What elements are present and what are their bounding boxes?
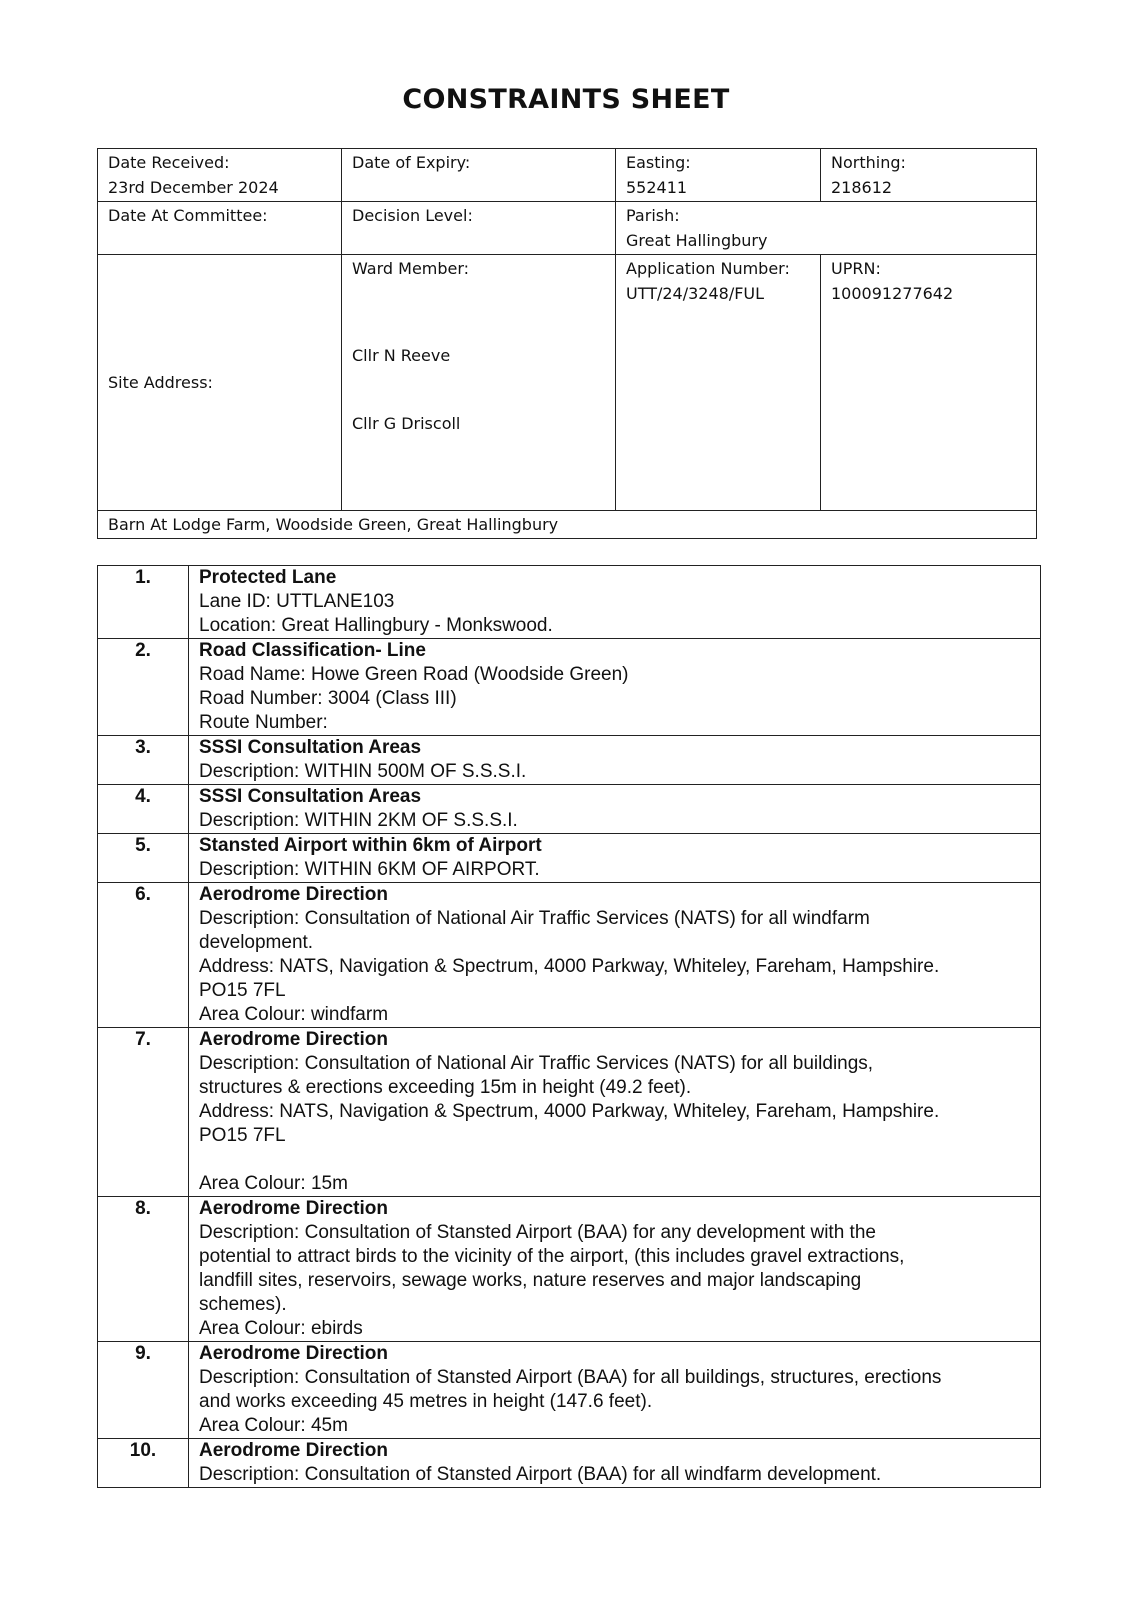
constraint-title: Aerodrome Direction — [199, 1029, 388, 1050]
constraint-line: PO15 7FL — [199, 980, 286, 1001]
constraint-details — [189, 1439, 1041, 1488]
constraint-line: Location: Great Hallingbury - Monkswood. — [199, 615, 553, 636]
decision-level-label: Decision Level: — [352, 206, 473, 225]
ward-spacer-2 — [352, 368, 605, 411]
ward-member-2: Cllr G Driscoll — [352, 414, 461, 433]
constraint-title: Aerodrome Direction — [199, 1198, 388, 1219]
constraint-line: Description: WITHIN 2KM OF S.S.S.I. — [199, 810, 518, 831]
constraint-title: Aerodrome Direction — [199, 1343, 388, 1364]
date-received-value: 23rd December 2024 — [108, 178, 279, 197]
header-row-1 — [98, 149, 1037, 202]
constraint-line: Route Number: — [199, 712, 328, 733]
constraint-row — [98, 883, 1041, 1028]
constraint-row — [98, 1342, 1041, 1439]
application-number-cell — [616, 255, 821, 511]
constraint-line: schemes). — [199, 1294, 287, 1315]
constraint-row — [98, 1439, 1041, 1488]
constraint-line: and works exceeding 45 metres in height (147.6 feet). — [199, 1391, 653, 1412]
date-of-expiry-cell — [342, 149, 616, 202]
constraint-number: 6. — [98, 883, 189, 1028]
constraint-line: Description: Consultation of Stansted Airport (BAA) for all buildings, structures, erections — [199, 1367, 942, 1388]
site-address-label-cell — [98, 255, 342, 511]
constraint-details — [189, 883, 1041, 1028]
constraint-number: 7. — [98, 1028, 189, 1197]
constraint-line: Area Colour: ebirds — [199, 1318, 363, 1339]
constraint-line: structures & erections exceeding 15m in height (49.2 feet). — [199, 1077, 692, 1098]
constraints-body — [98, 566, 1041, 1488]
constraint-title: Protected Lane — [199, 567, 337, 588]
constraint-title: Aerodrome Direction — [199, 1440, 388, 1461]
constraint-line: Address: NATS, Navigation & Spectrum, 4000 Parkway, Whiteley, Fareham, Hampshire. — [199, 956, 940, 977]
constraint-line: Description: Consultation of National Air Traffic Services (NATS) for all windfarm — [199, 908, 870, 929]
constraints-table — [97, 565, 1041, 1488]
date-received-label: Date Received: — [108, 153, 230, 172]
constraint-number: 3. — [98, 736, 189, 785]
parish-cell — [616, 202, 1037, 255]
constraint-details — [189, 1028, 1041, 1197]
constraint-row — [98, 639, 1041, 736]
constraint-line: landfill sites, reservoirs, sewage works, nature reserves and major landscaping — [199, 1270, 862, 1291]
ward-member-cell — [342, 255, 616, 511]
constraint-title: Stansted Airport within 6km of Airport — [199, 835, 542, 856]
constraint-line: potential to attract birds to the vicinity of the airport, (this includes gravel extractions, — [199, 1246, 905, 1267]
constraint-row — [98, 736, 1041, 785]
constraint-line: Lane ID: UTTLANE103 — [199, 591, 395, 612]
constraint-line: Description: Consultation of Stansted Airport (BAA) for any development with the — [199, 1222, 876, 1243]
constraint-details — [189, 1342, 1041, 1439]
constraint-title: Road Classification- Line — [199, 640, 426, 661]
constraint-line: Area Colour: 15m — [199, 1173, 348, 1194]
parish-value: Great Hallingbury — [626, 231, 768, 250]
application-number-label: Application Number: — [626, 259, 790, 278]
uprn-cell — [821, 255, 1037, 511]
constraint-number: 4. — [98, 785, 189, 834]
northing-label: Northing: — [831, 153, 906, 172]
easting-label: Easting: — [626, 153, 691, 172]
constraint-line: development. — [199, 932, 314, 953]
constraint-line: Area Colour: windfarm — [199, 1004, 389, 1025]
date-of-expiry-label: Date of Expiry: — [352, 153, 471, 172]
header-row-2 — [98, 202, 1037, 255]
header-table — [97, 148, 1037, 539]
application-number-value: UTT/24/3248/FUL — [626, 284, 765, 303]
constraint-details — [189, 785, 1041, 834]
date-at-committee-label: Date At Committee: — [108, 206, 268, 225]
site-address-label: Site Address: — [108, 373, 213, 392]
parish-label: Parish: — [626, 206, 680, 225]
date-at-committee-cell — [98, 202, 342, 255]
constraint-details — [189, 1197, 1041, 1342]
constraint-line: Description: WITHIN 500M OF S.S.S.I. — [199, 761, 527, 782]
page-title: CONSTRAINTS SHEET — [402, 84, 730, 115]
constraint-number: 10. — [98, 1439, 189, 1488]
constraint-line: PO15 7FL — [199, 1125, 286, 1146]
constraint-line: Description: Consultation of National Air Traffic Services (NATS) for all buildings, — [199, 1053, 874, 1074]
constraint-line — [199, 1148, 1030, 1172]
northing-cell — [821, 149, 1037, 202]
constraint-number: 9. — [98, 1342, 189, 1439]
constraint-details — [189, 834, 1041, 883]
constraint-line: Road Number: 3004 (Class III) — [199, 688, 457, 709]
uprn-label: UPRN: — [831, 259, 881, 278]
constraint-title: Aerodrome Direction — [199, 884, 388, 905]
constraint-details — [189, 639, 1041, 736]
constraint-title: SSSI Consultation Areas — [199, 786, 422, 807]
constraint-row — [98, 566, 1041, 639]
uprn-value: 100091277642 — [831, 284, 954, 303]
constraint-number: 2. — [98, 639, 189, 736]
constraint-details — [189, 566, 1041, 639]
constraint-line: Description: WITHIN 6KM OF AIRPORT. — [199, 859, 540, 880]
constraint-line: Road Name: Howe Green Road (Woodside Green) — [199, 664, 629, 685]
constraint-row — [98, 1028, 1041, 1197]
constraint-line: Address: NATS, Navigation & Spectrum, 4000 Parkway, Whiteley, Fareham, Hampshire. — [199, 1101, 940, 1122]
decision-level-cell — [342, 202, 616, 255]
constraint-row — [98, 785, 1041, 834]
header-row-4 — [98, 511, 1037, 539]
constraint-title: SSSI Consultation Areas — [199, 737, 422, 758]
constraint-row — [98, 1197, 1041, 1342]
site-address-value: Barn At Lodge Farm, Woodside Green, Great Hallingbury — [108, 515, 559, 534]
constraint-details — [189, 736, 1041, 785]
constraint-row — [98, 834, 1041, 883]
ward-member-label: Ward Member: — [352, 259, 470, 278]
constraint-line: Description: Consultation of Stansted Airport (BAA) for all windfarm development. — [199, 1464, 882, 1485]
constraint-line: Area Colour: 45m — [199, 1415, 348, 1436]
constraint-number: 5. — [98, 834, 189, 883]
northing-value: 218612 — [831, 178, 893, 197]
date-received-cell — [98, 149, 342, 202]
ward-spacer — [352, 281, 605, 343]
header-row-3 — [98, 255, 1037, 511]
ward-member-1: Cllr N Reeve — [352, 346, 451, 365]
easting-cell — [616, 149, 821, 202]
site-address-value-cell — [98, 511, 1037, 539]
constraint-number: 1. — [98, 566, 189, 639]
easting-value: 552411 — [626, 178, 688, 197]
constraint-number: 8. — [98, 1197, 189, 1342]
